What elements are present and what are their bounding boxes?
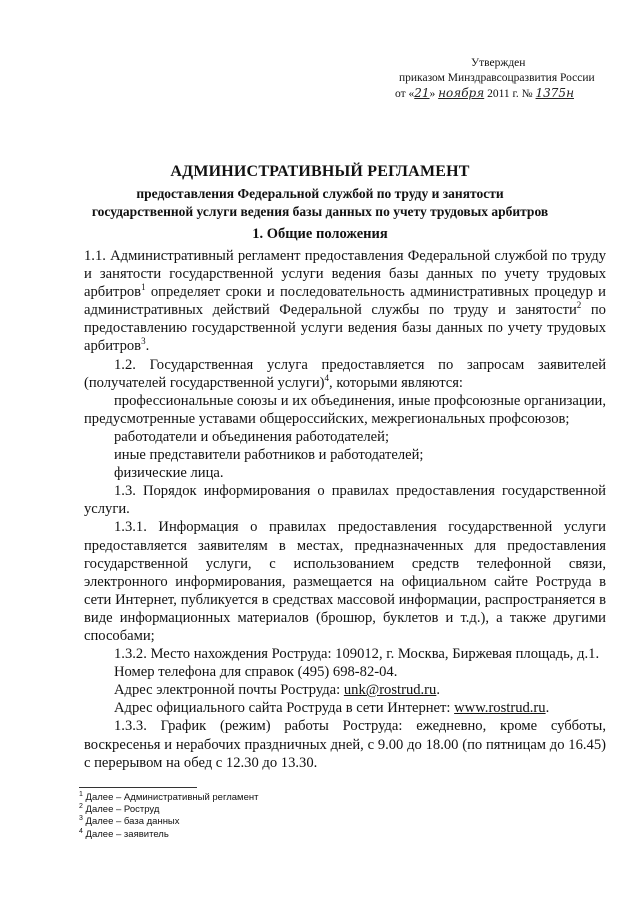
document-subtitle-1: предоставления Федеральной службой по труду и занятости <box>136 186 504 201</box>
approval-block <box>395 56 615 102</box>
website-link[interactable]: www.rostrud.ru <box>454 700 546 717</box>
footnote-text: Далее – заявитель <box>85 828 169 840</box>
p1-text-d: . <box>145 338 150 355</box>
p2-text-b: , которыми являются: <box>329 374 463 391</box>
approval-number: 1375н <box>535 86 574 100</box>
section-heading: 1. Общие положения <box>252 226 388 242</box>
footnote-text: Далее – база данных <box>85 816 180 828</box>
footnote-item <box>79 804 379 816</box>
paragraph-1-2 <box>84 356 606 392</box>
footnote-item <box>79 792 379 804</box>
paragraph-other-reps: иные представители работников и работодателей; <box>114 447 424 464</box>
approval-line3 <box>395 86 615 102</box>
document-body <box>84 247 606 772</box>
approval-year: 2011 г. № <box>487 88 533 100</box>
p2-text-a: 1.2. Государственная услуга предоставляется по запросам заявителей (получателей государственной услуги) <box>84 356 606 391</box>
paragraph-1-3-2: 1.3.2. Место нахождения Роструда: 109012, г. Москва, Биржевая площадь, д.1. <box>114 646 600 663</box>
footnote-ref-3: 3 <box>141 336 146 347</box>
p1-text-a: 1.1. Административный регламент предоставления Федеральной службой по труду и занятости государственной услуги ведения базы данных по учету трудовых арбитров <box>84 248 606 301</box>
paragraph-1-3: 1.3. Порядок информирования о правилах предоставления государственной услуги. <box>84 483 606 518</box>
footnotes <box>79 792 379 841</box>
approval-month: ноября <box>438 86 485 100</box>
paragraph-email <box>84 681 606 699</box>
website-end: . <box>545 700 550 717</box>
paragraph-phone: Номер телефона для справок (495) 698-82-04. <box>114 664 398 681</box>
email-end: . <box>436 682 440 699</box>
document-title: АДМИНИСТРАТИВНЫЙ РЕГЛАМЕНТ <box>170 163 470 180</box>
paragraph-website <box>84 699 606 717</box>
website-label: Адрес официального сайта Роструда в сети Интернет: <box>114 700 455 717</box>
p1-text-c: по предоставлению государственной услуги ведения базы данных по учету трудовых арбитров <box>84 302 606 355</box>
footnote-ref-1: 1 <box>141 282 146 293</box>
paragraph-1-3-3: 1.3.3. График (режим) работы Роструда: ежедневно, кроме субботы, воскресенья и нерабочих праздничных дней, с 9.00 до 18.00 (по пятницам до 16.45) с перерывом на обед с 12.30 до 13.30. <box>84 718 606 771</box>
footnote-item <box>79 816 379 828</box>
footnote-number: 2 <box>79 803 83 811</box>
approval-date-close: » <box>429 88 436 100</box>
paragraph-trade-unions: профессиональные союзы и их объединения, иные профсоюзные организации, предусмотренные уставами общероссийских, межрегиональных профсоюзов; <box>84 392 606 427</box>
footnote-item <box>79 829 379 841</box>
p1-text-b: определяет сроки и последовательность административных процедур и административных действий Федеральной службы по труду и занятости <box>84 284 606 319</box>
paragraph-individuals: физические лица. <box>114 465 224 482</box>
document-subtitle-2: государственной услуги ведения базы данных по учету трудовых арбитров <box>91 204 549 219</box>
footnote-divider <box>79 787 197 788</box>
approval-line1: Утвержден <box>471 57 526 69</box>
email-label: Адрес электронной почты Роструда: <box>114 682 344 699</box>
approval-line2: приказом Минздравсоцразвития России <box>399 72 595 84</box>
footnote-number: 4 <box>79 827 83 835</box>
paragraph-1-1 <box>84 247 606 356</box>
paragraph-employers: работодатели и объединения работодателей; <box>114 428 390 445</box>
email-link[interactable]: unk@rostrud.ru <box>343 682 437 699</box>
approval-date-open: от « <box>395 88 415 100</box>
footnote-text: Далее – Роструд <box>85 804 160 816</box>
paragraph-1-3-1: 1.3.1. Информация о правилах предоставления государственной услуги предоставляется заявителям в местах, предназначенных для предоставления государственной услуги, с использованием средств телефонной связи, электронного информирования, размещается на официальном сайте Роструда в сети Интернет, публикуется в средствах массовой информации, распространяется в виде информационных материалов (брошюр, буклетов и т.д.), а также другими способами; <box>84 519 606 644</box>
footnote-ref-4: 4 <box>324 372 330 383</box>
footnote-text: Далее – Административный регламент <box>85 792 259 803</box>
approval-day: 21 <box>414 86 430 100</box>
footnote-number: 3 <box>79 815 83 823</box>
footnote-number: 1 <box>79 790 83 798</box>
footnote-ref-2: 2 <box>576 300 582 311</box>
